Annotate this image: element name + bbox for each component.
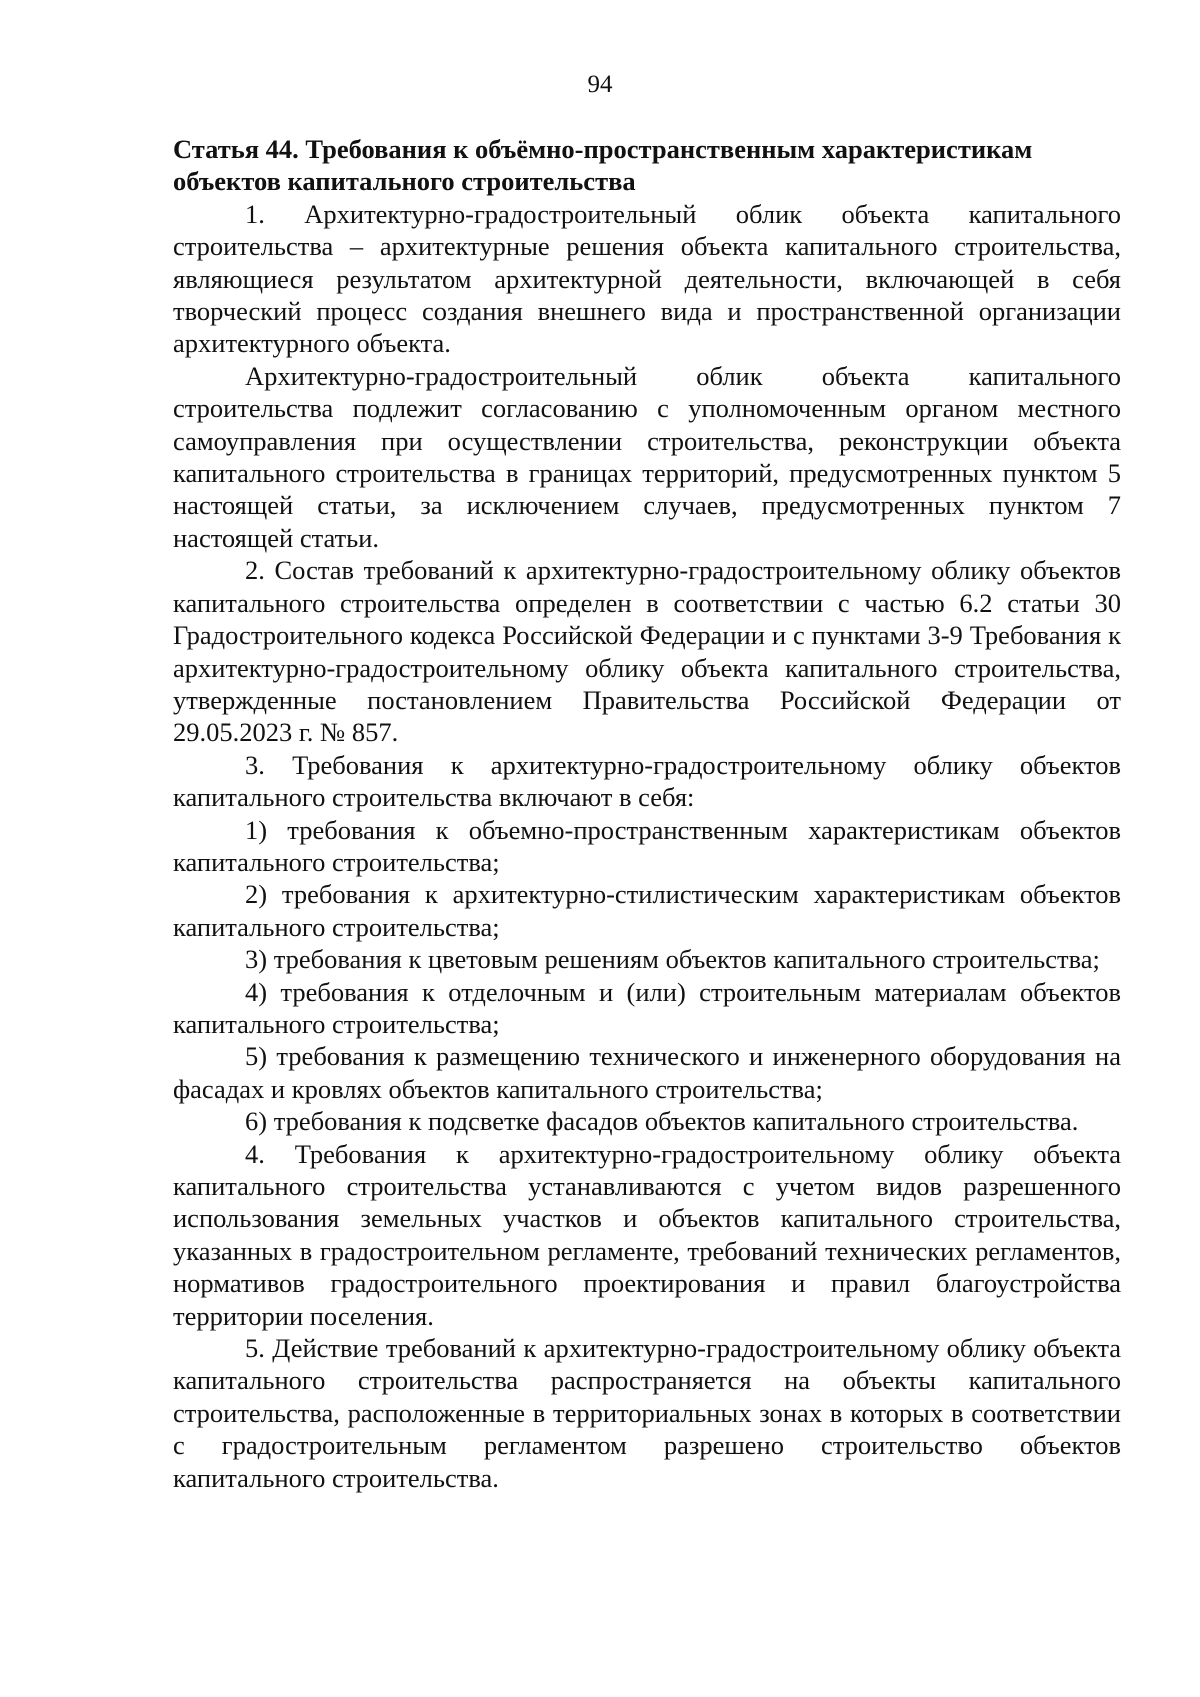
page-number: 94	[587, 71, 613, 98]
paragraph-5: 5. Действие требований к архитектурно-градостроительному облику объекта капитального строительства распространяется на объекты капитального строительства, расположенные в территориальных зонах в которых в соответствии с градостроительным регламентом разрешено строительство объектов капитального строительства.	[173, 1333, 1121, 1493]
paragraph-4: 4. Требования к архитектурно-градостроительному облику объекта капитального строительства устанавливаются с учетом видов разрешенного использования земельных участков и объектов капитального строительства, указанных в градостроительном регламенте, требований технических регламентов, нормативов градостроительного проектирования и правил благоустройства территории поселения.	[173, 1138, 1121, 1331]
list-item-6: 6) требования к подсветке фасадов объектов капитального строительства.	[245, 1106, 1079, 1137]
document-body	[173, 133, 1121, 1494]
article-heading: Статья 44. Требования к объёмно-пространственным характеристикам объектов капитального строительства	[173, 134, 1033, 197]
list-item-4: 4) требования к отделочным и (или) строительным материалам объектов капитального строительства;	[173, 976, 1121, 1039]
paragraph-1: 1. Архитектурно-градостроительный облик объекта капитального строительства – архитектурные решения объекта капитального строительства, являющиеся результатом архитектурной деятельности, включающей в себя творческий процесс создания внешнего вида и пространственной организации архитектурного объекта.	[173, 198, 1121, 359]
paragraph-1-continued: Архитектурно-градостроительный облик объекта капитального строительства подлежит согласованию с уполномоченным органом местного самоуправления при осуществлении строительства, реконструкции объекта капитального строительства в границах территорий, предусмотренных пунктом 5 настоящей статьи, за исключением случаев, предусмотренных пунктом 7 настоящей статьи.	[173, 360, 1121, 553]
paragraph-2: 2. Состав требований к архитектурно-градостроительному облику объектов капитального строительства определен в соответствии с частью 6.2 статьи 30 Градостроительного кодекса Российской Федерации и с пунктами 3-9 Требования к архитектурно-градостроительному облику объекта капитального строительства, утвержденные постановлением Правительства Российской Федерации от 29.05.2023 г. № 857.	[173, 555, 1121, 748]
paragraph-3: 3. Требования к архитектурно-градостроительному облику объектов капитального строительства включают в себя:	[173, 749, 1121, 813]
list-item-3: 3) требования к цветовым решениям объектов капитального строительства;	[245, 944, 1100, 975]
list-item-2: 2) требования к архитектурно-стилистическим характеристикам объектов капитального строительства;	[173, 879, 1121, 942]
list-item-1: 1) требования к объемно-пространственным характеристикам объектов капитального строительства;	[173, 814, 1121, 877]
list-item-5: 5) требования к размещению технического и инженерного оборудования на фасадах и кровлях объектов капитального строительства;	[173, 1041, 1121, 1104]
